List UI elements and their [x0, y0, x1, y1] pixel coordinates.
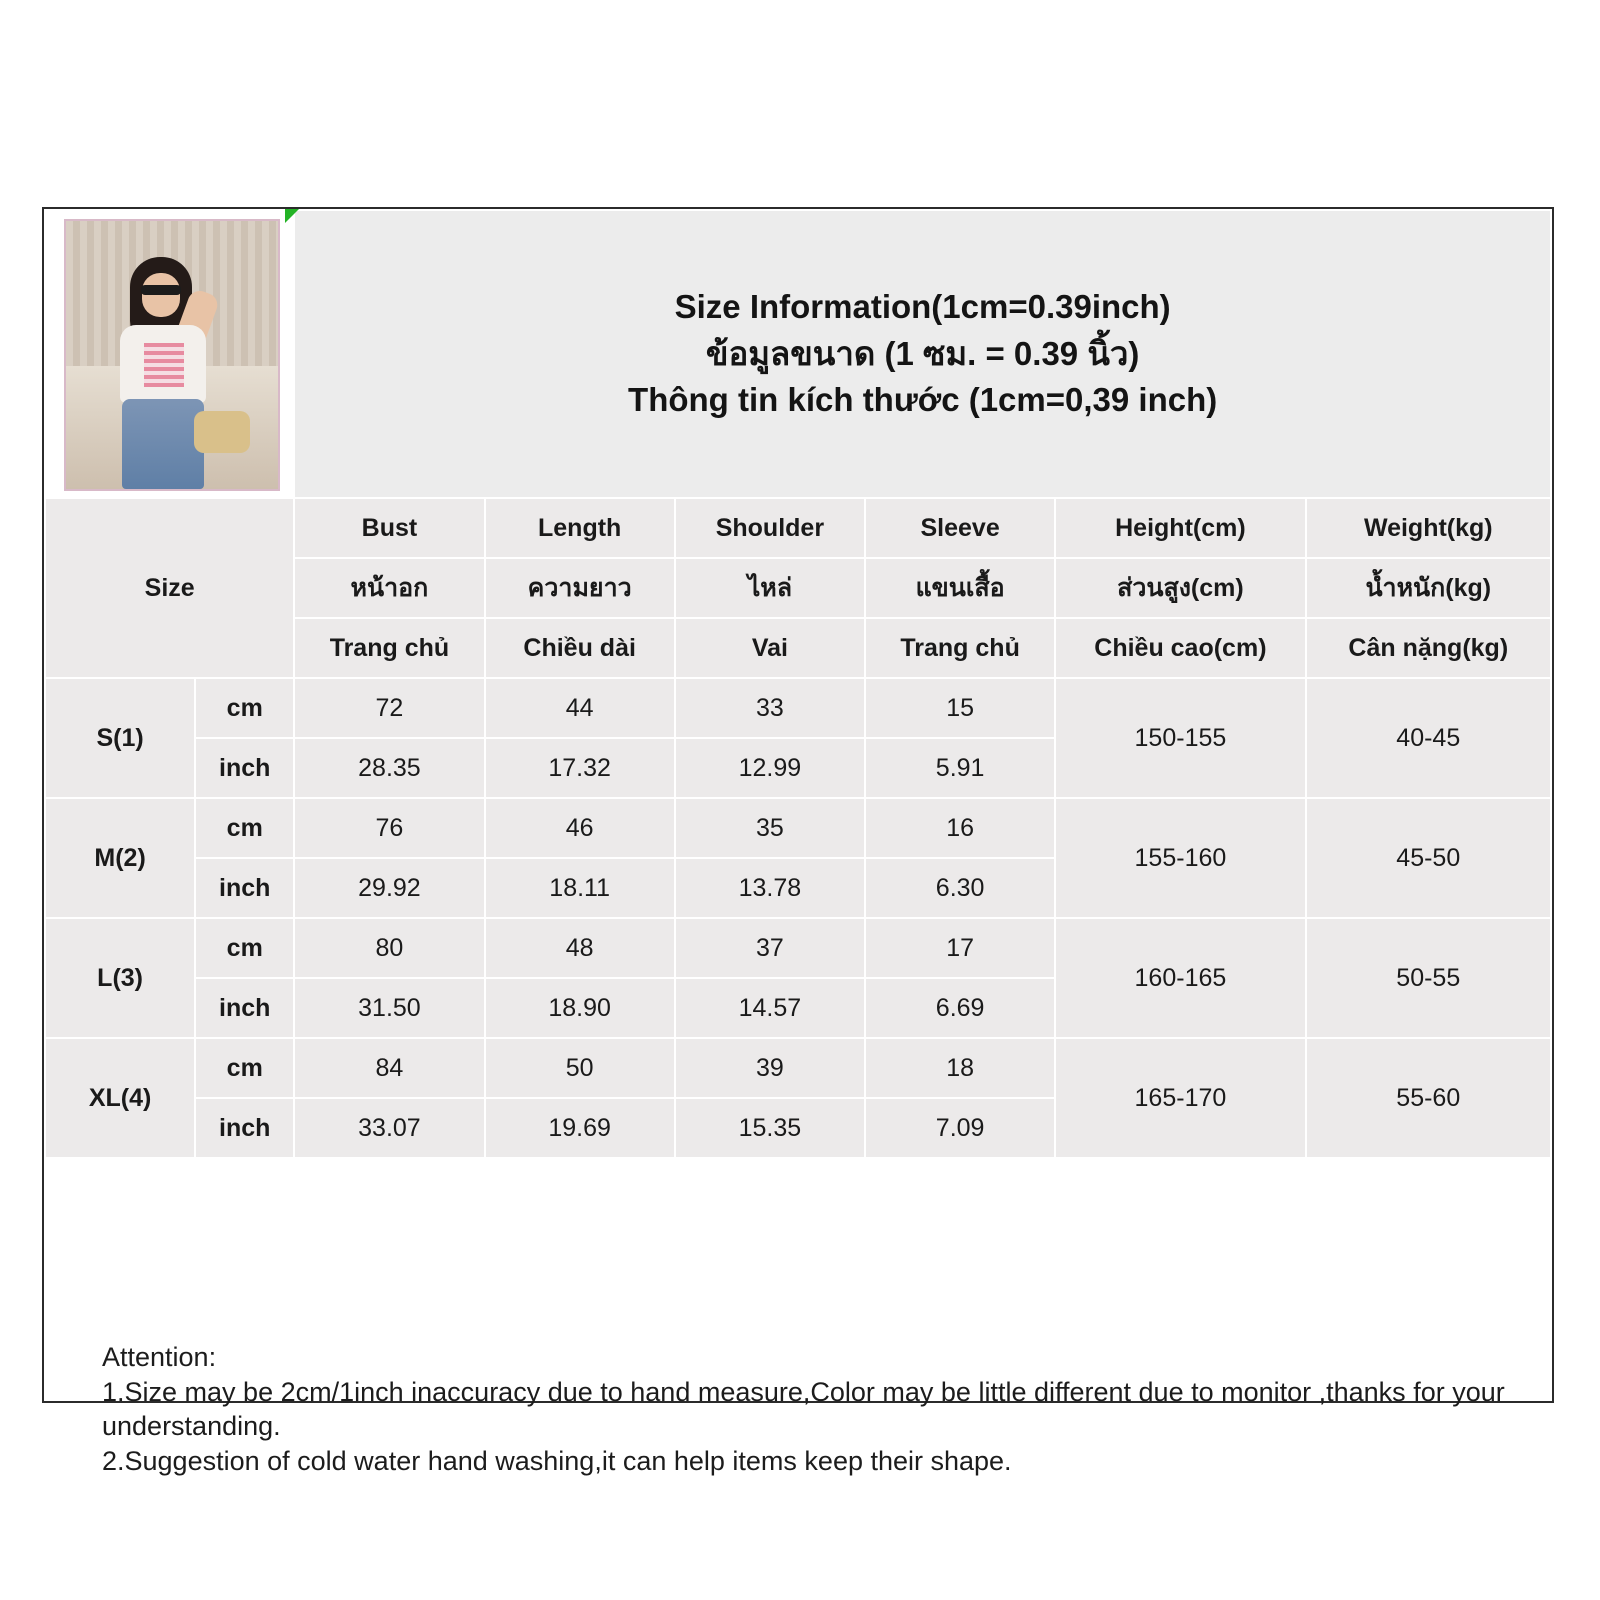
cell-bust-cm: 84 — [294, 1038, 484, 1098]
col-head-weight-en: Weight(kg) — [1306, 498, 1551, 558]
col-head-height-vi: Chiều cao(cm) — [1055, 618, 1305, 678]
cell-sleeve-inch: 7.09 — [865, 1098, 1055, 1158]
row-unit-inch: inch — [195, 978, 294, 1038]
table-header-row — [45, 210, 1551, 498]
table-row — [45, 678, 1551, 738]
cell-height: 165-170 — [1055, 1038, 1305, 1158]
cell-bust-cm: 76 — [294, 798, 484, 858]
cell-weight: 50-55 — [1306, 918, 1551, 1038]
cell-sleeve-cm: 18 — [865, 1038, 1055, 1098]
cell-weight: 45-50 — [1306, 798, 1551, 918]
col-head-bust-vi: Trang chủ — [294, 618, 484, 678]
cell-height: 160-165 — [1055, 918, 1305, 1038]
row-unit-inch: inch — [195, 1098, 294, 1158]
col-head-height-th: ส่วนสูง(cm) — [1055, 558, 1305, 618]
cell-bust-cm: 72 — [294, 678, 484, 738]
shirt-print — [144, 343, 184, 387]
cell-length-cm: 46 — [485, 798, 675, 858]
col-head-sleeve-en: Sleeve — [865, 498, 1055, 558]
cell-weight: 40-45 — [1306, 678, 1551, 798]
cell-length-cm: 44 — [485, 678, 675, 738]
cell-bust-inch: 29.92 — [294, 858, 484, 918]
cell-weight: 55-60 — [1306, 1038, 1551, 1158]
product-photo — [64, 219, 280, 491]
size-column-label: Size — [45, 498, 294, 678]
title-line-en: Size Information(1cm=0.39inch) — [674, 287, 1171, 325]
cell-sleeve-inch: 5.91 — [865, 738, 1055, 798]
row-unit-inch: inch — [195, 858, 294, 918]
cell-shoulder-cm: 35 — [675, 798, 865, 858]
cell-bust-cm: 80 — [294, 918, 484, 978]
row-size-name: L(3) — [45, 918, 195, 1038]
cell-bust-inch: 28.35 — [294, 738, 484, 798]
cell-length-cm: 50 — [485, 1038, 675, 1098]
col-head-shoulder-vi: Vai — [675, 618, 865, 678]
row-unit-inch: inch — [195, 738, 294, 798]
row-unit-cm: cm — [195, 798, 294, 858]
row-unit-cm: cm — [195, 678, 294, 738]
cell-sleeve-inch: 6.30 — [865, 858, 1055, 918]
cell-shoulder-cm: 37 — [675, 918, 865, 978]
model-jeans — [122, 399, 204, 489]
col-head-shoulder-en: Shoulder — [675, 498, 865, 558]
cell-shoulder-inch: 13.78 — [675, 858, 865, 918]
cell-sleeve-inch: 6.69 — [865, 978, 1055, 1038]
cell-shoulder-cm: 33 — [675, 678, 865, 738]
product-photo-wrap — [46, 211, 293, 497]
col-head-weight-th: น้ำหนัก(kg) — [1306, 558, 1551, 618]
col-head-length-vi: Chiều dài — [485, 618, 675, 678]
table-row — [45, 918, 1551, 978]
cell-height: 155-160 — [1055, 798, 1305, 918]
col-head-weight-vi: Cân nặng(kg) — [1306, 618, 1551, 678]
col-head-shoulder-th: ไหล่ — [675, 558, 865, 618]
row-unit-cm: cm — [195, 1038, 294, 1098]
cell-length-cm: 48 — [485, 918, 675, 978]
model-face — [142, 273, 180, 317]
col-head-height-en: Height(cm) — [1055, 498, 1305, 558]
title-line-vi: Thông tin kích thước (1cm=0,39 inch) — [628, 381, 1218, 419]
col-head-sleeve-vi: Trang chủ — [865, 618, 1055, 678]
column-header-row-en — [45, 498, 1551, 558]
col-head-length-en: Length — [485, 498, 675, 558]
cell-length-inch: 19.69 — [485, 1098, 675, 1158]
attention-heading: Attention: — [102, 1342, 217, 1372]
row-size-name: S(1) — [45, 678, 195, 798]
attention-note-1: 1.Size may be 2cm/1inch inaccuracy due to hand measure,Color may be little different due to monitor ,thanks for your understanding. — [102, 1376, 1505, 1442]
cell-height: 150-155 — [1055, 678, 1305, 798]
col-head-length-th: ความยาว — [485, 558, 675, 618]
attention-block — [88, 1334, 1588, 1478]
cell-bust-inch: 31.50 — [294, 978, 484, 1038]
cell-shoulder-cm: 39 — [675, 1038, 865, 1098]
cell-length-inch: 18.90 — [485, 978, 675, 1038]
photo-bag — [194, 411, 250, 453]
col-head-bust-en: Bust — [294, 498, 484, 558]
product-photo-cell — [45, 210, 294, 498]
cell-sleeve-cm: 15 — [865, 678, 1055, 738]
table-row — [45, 1038, 1551, 1098]
size-chart-frame — [42, 207, 1554, 1476]
cell-sleeve-cm: 16 — [865, 798, 1055, 858]
cell-sleeve-cm: 17 — [865, 918, 1055, 978]
title-line-th: ข้อมูลขนาด (1 ซม. = 0.39 นิ้ว) — [705, 334, 1140, 372]
table-row — [45, 798, 1551, 858]
col-head-bust-th: หน้าอก — [294, 558, 484, 618]
sunglasses-icon — [141, 285, 181, 295]
row-unit-cm: cm — [195, 918, 294, 978]
size-table — [44, 209, 1552, 1159]
cell-shoulder-inch: 15.35 — [675, 1098, 865, 1158]
col-head-sleeve-th: แขนเสื้อ — [865, 558, 1055, 618]
photo-model — [108, 247, 216, 489]
cell-shoulder-inch: 14.57 — [675, 978, 865, 1038]
cell-shoulder-inch: 12.99 — [675, 738, 865, 798]
title-cell — [294, 210, 1551, 498]
cell-length-inch: 17.32 — [485, 738, 675, 798]
cell-length-inch: 18.11 — [485, 858, 675, 918]
cell-bust-inch: 33.07 — [294, 1098, 484, 1158]
row-size-name: XL(4) — [45, 1038, 195, 1158]
attention-note-2: 2.Suggestion of cold water hand washing,it can help items keep their shape. — [102, 1445, 1012, 1476]
row-size-name: M(2) — [45, 798, 195, 918]
